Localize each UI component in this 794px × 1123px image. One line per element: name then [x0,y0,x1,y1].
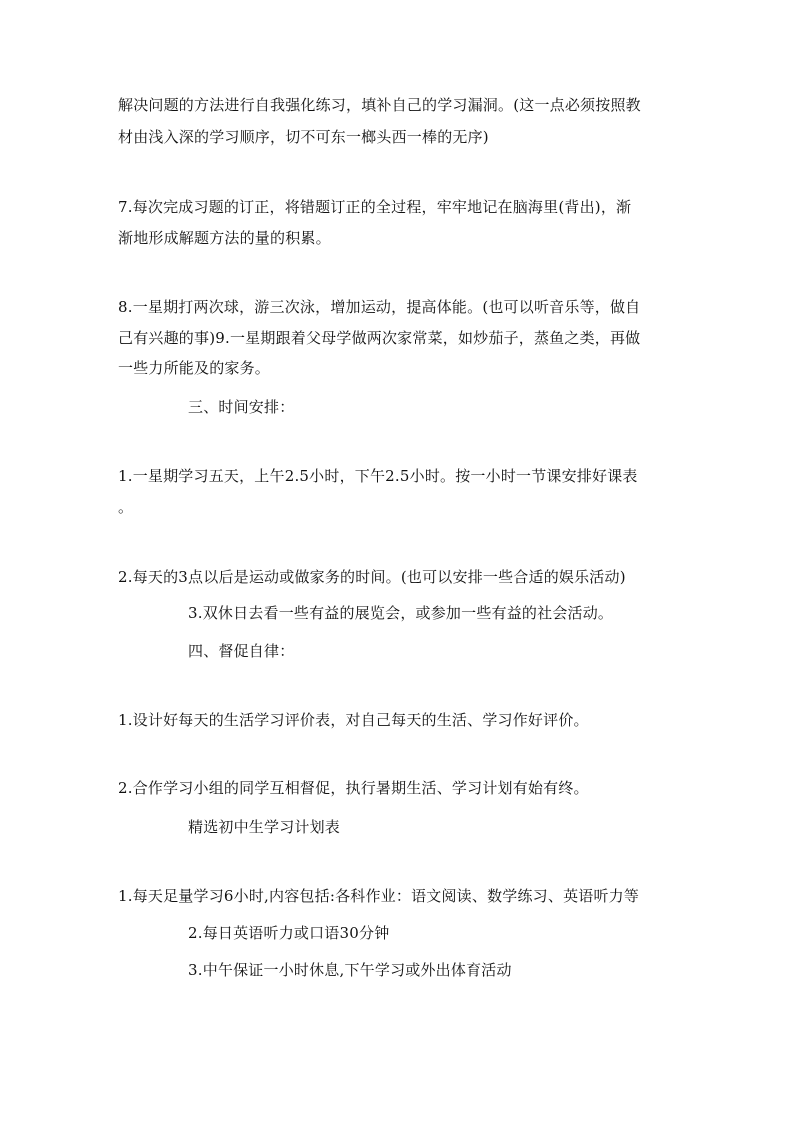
list-item: 3.双休日去看一些有益的展览会，或参加一些有益的社会活动。 [188,604,614,622]
list-item: 2.合作学习小组的同学互相督促，执行暑期生活、学习计划有始有终。 [118,779,589,797]
section-heading: 四、督促自律： [188,642,295,660]
list-item-continuation: 。 [118,498,134,516]
paragraph-line: 一些力所能及的家务。 [118,359,271,377]
list-item: 1.每天足量学习6小时,内容包括:各科作业：语文阅读、数学练习、英语听力等 [118,887,640,905]
list-item: 1.设计好每天的生活学习评价表，对自己每天的生活、学习作好评价。 [118,711,589,729]
section-heading: 三、时间安排： [188,398,295,416]
list-item: 2.每天的3点以后是运动或做家务的时间。(也可以安排一些合适的娱乐活动) [118,568,626,586]
paragraph-line: 己有兴趣的事)9.一星期跟着父母学做两次家常菜，如炒茄子，蒸鱼之类，再做 [118,329,641,347]
list-item: 1.一星期学习五天，上午2.5小时，下午2.5小时。按一小时一节课安排好课表 [118,467,638,485]
paragraph-line: 8.一星期打两次球，游三次泳，增加运动，提高体能。(也可以听音乐等，做自 [118,298,641,316]
plan-title: 精选初中生学习计划表 [188,818,341,836]
list-item: 2.每日英语听力或口语30分钟 [188,924,390,942]
list-item: 3.中午保证一小时休息,下午学习或外出体育活动 [188,961,512,979]
paragraph-line: 材由浅入深的学习顺序，切不可东一榔头西一棒的无序) [118,128,489,146]
paragraph-line: 解决问题的方法进行自我强化练习，填补自己的学习漏洞。(这一点必须按照教 [118,96,641,114]
paragraph-line: 渐地形成解题方法的量的积累。 [118,229,331,247]
paragraph-line: 7.每次完成习题的订正，将错题订正的全过程，牢牢地记在脑海里(背出)，渐 [118,198,632,216]
